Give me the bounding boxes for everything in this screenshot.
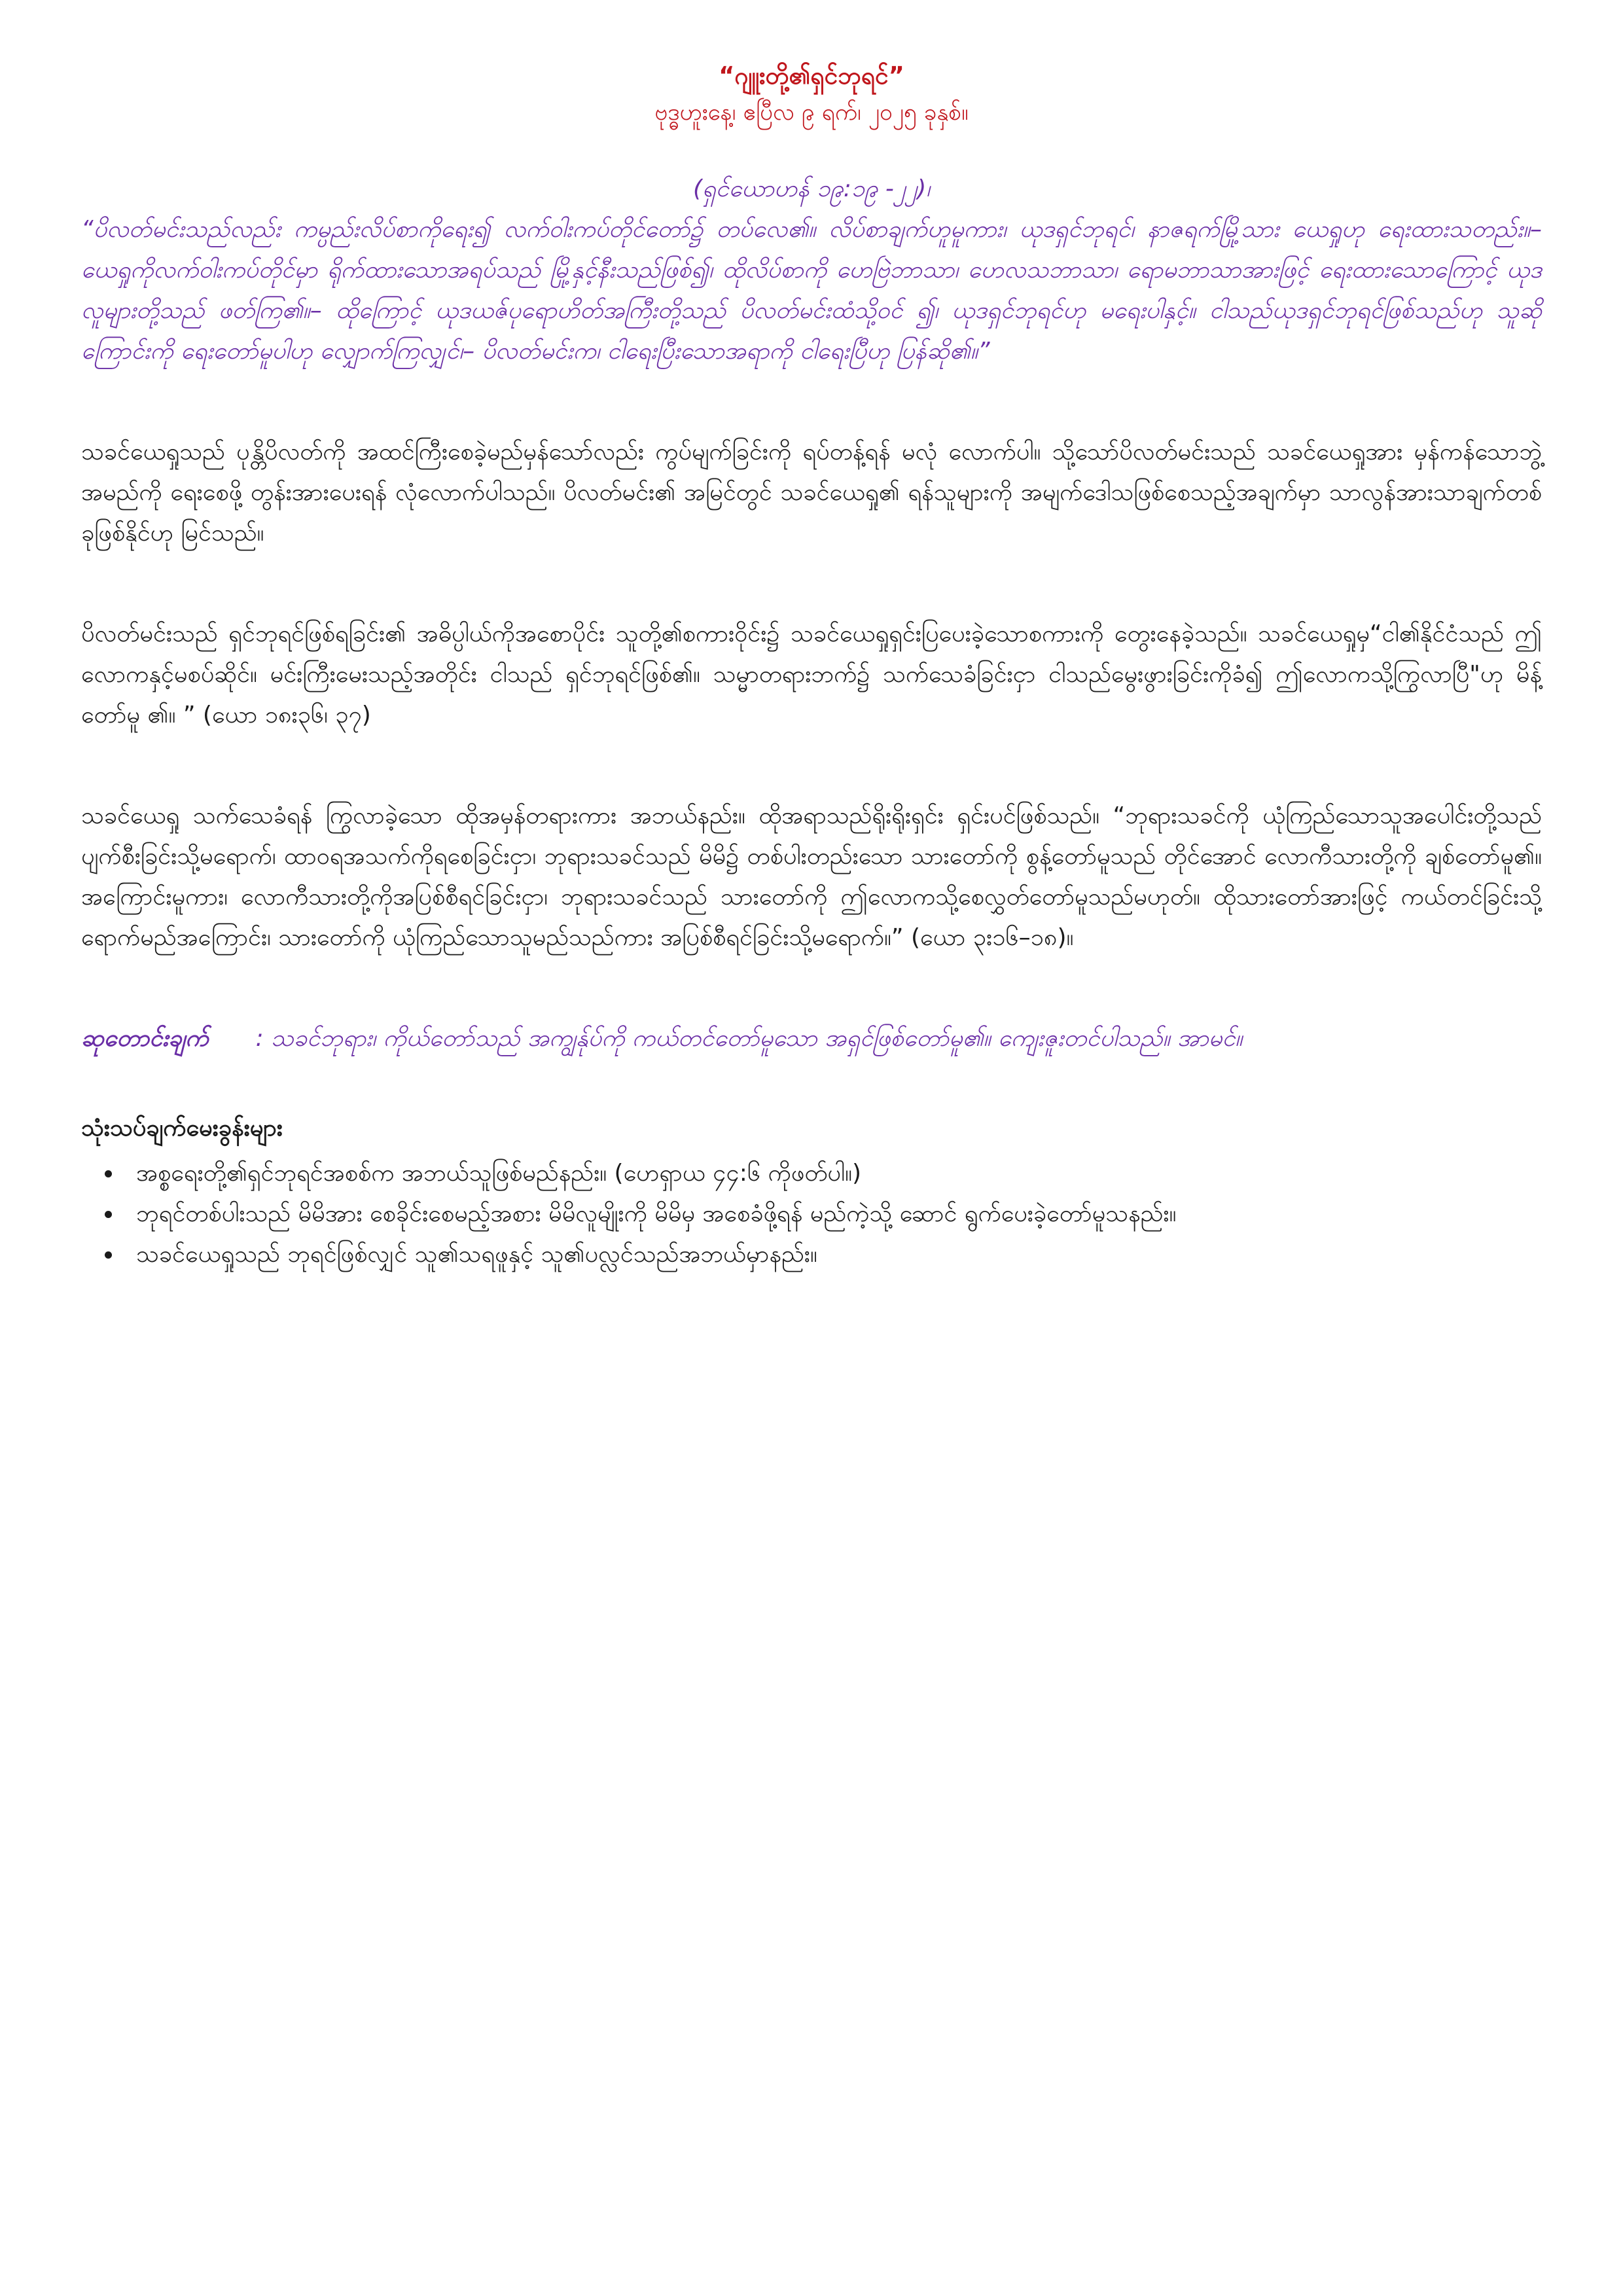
devotion-title: “ဂျူးတို့၏ရှင်ဘုရင်” <box>719 62 904 90</box>
question-text: အစ္စရေးတို့၏ရှင်ဘုရင်အစစ်က အဘယ်သူဖြစ်မည်နည်း။ (ဟေရှာယ ၄၄:၆ ကိုဖတ်ပါ။) <box>136 1160 862 1187</box>
bullet-icon <box>105 1211 112 1218</box>
devotion-date: ဗုဒ္ဓဟူးနေ့၊ ဧပြီလ ၉ ရက်၊ ၂၀၂၅ ခုနှစ်။ <box>654 99 969 126</box>
prayer-block <box>81 1018 1542 1059</box>
question-text: ဘုရင်တစ်ပါးသည် မိမိအား စေခိုင်းစေမည့်အစား မိမိလူမျိုးကို မိမိမှ အစေခံဖို့ရန် မည်ကဲ့သို့ ဆောင် ရွက်ပေးခဲ့တော်မူသနည်း။ <box>136 1200 1177 1227</box>
scripture-text: “ပိလတ်မင်းသည်လည်း ကမ္ပည်းလိပ်စာကိုရေး၍ လက်ဝါးကပ်တိုင်တော်၌ တပ်လေ၏။ လိပ်စာချက်ဟူမူကား၊ ယုဒရှင်ဘုရင်၊ နာဇရက်မြို့သား ယေရှုဟု ရေးထားသတည်း။– ယေရှုကိုလက်ဝါးကပ်တိုင်မှာ ရိုက်ထားသောအရပ်သည် မြို့နှင့်နီးသည်ဖြစ်၍၊ ထိုလိပ်စာကို ဟေဗြဲဘာသာ၊ ဟေလသဘာသာ၊ ရောမဘာသာအားဖြင့် ရေးထားသောကြောင့် ယုဒလူများတို့သည် ဖတ်ကြ၏။– ထိုကြောင့် ယုဒယဇ်ပုရောဟိတ်အကြီးတို့သည် ပိလတ်မင်းထံသို့ဝင် ၍၊ ယုဒရှင်ဘုရင်ဟု မရေးပါနှင့်။ ငါသည်ယုဒရှင်ဘုရင်ဖြစ်သည်ဟု သူဆိုကြောင်းကို ရေးတော်မူပါဟု လျှောက်ကြလျှင်၊– ပိလတ်မင်းက၊ ငါရေးပြီးသောအရာကို ငါရေးပြီဟု ပြန်ဆို၏။” <box>81 216 1542 365</box>
bullet-icon <box>105 1251 112 1259</box>
scripture-block <box>81 169 1542 372</box>
list-item <box>81 1234 1542 1275</box>
list-item <box>81 1194 1542 1234</box>
body-paragraph-2: ပိလတ်မင်းသည် ရှင်ဘုရင်ဖြစ်ရခြင်း၏ အဓိပ္ပါယ်ကိုအစောပိုင်း သူတို့၏စကားဝိုင်း၌ သခင်ယေရှုရှင်းပြပေးခဲ့သောစကားကို တွေးနေခဲ့သည်။ သခင်ယေရှုမှ“ငါ၏နိုင်ငံသည် ဤလောကနှင့်မစပ်ဆိုင်။ မင်းကြီးမေးသည့်အတိုင်း ငါသည် ရှင်ဘုရင်ဖြစ်၏။ သမ္မာတရားဘက်၌ သက်သေခံခြင်းငှာ ငါသည်မွေးဖွားခြင်းကိုခံ၍ ဤလောကသို့ကြွလာပြီ"ဟု မိန့်တော်မူ ၏။ ” (ယော ၁၈း၃၆၊ ၃၇) <box>81 620 1542 728</box>
prayer-text: : သခင်ဘုရား၊ ကိုယ်တော်သည် အကျွန်ုပ်ကို ကယ်တင်တော်မူသော အရှင်ဖြစ်တော်မူ၏။ ကျေးဇူးတင်ပါသည်။ အာမင်။ <box>255 1025 1243 1052</box>
bullet-icon <box>105 1170 112 1177</box>
reflection-questions-heading: သုံးသပ်ချက်မေးခွန်းများ <box>81 1115 283 1141</box>
document-content <box>81 58 1542 1275</box>
body-paragraph-3: သခင်ယေရှု သက်သေခံရန် ကြွလာခဲ့သော ထိုအမှန်တရားကား အဘယ်နည်း။ ထိုအရာသည်ရိုးရိုးရှင်း ရှင်းပင်ဖြစ်သည်။ “ဘုရားသခင်ကို ယုံကြည်သောသူအပေါင်းတို့သည် ပျက်စီးခြင်းသို့မရောက်၊ ထာဝရအသက်ကိုရစေခြင်းငှာ၊ ဘုရားသခင်သည် မိမိ၌ တစ်ပါးတည်းသော သားတော်ကို စွန့်တော်မူသည် တိုင်အောင် လောကီသားတို့ကို ချစ်တော်မူ၏။ အကြောင်းမူကား၊ လောကီသားတို့ကိုအပြစ်စီရင်ခြင်းငှာ၊ ဘုရားသခင်သည် သားတော်ကို ဤလောကသို့စေလွှတ်တော်မူသည်မဟုတ်။ ထိုသားတော်အားဖြင့် ကယ်တင်ခြင်းသို့ရောက်မည်အကြောင်း၊ သားတော်ကို ယုံကြည်သောသူမည်သည်ကား အပြစ်စီရင်ခြင်းသို့မရောက်။” (ယော ၃း၁၆–၁၈)။ <box>81 802 1542 951</box>
scripture-reference: (ရှင်ယောဟန် ၁၉:၁၉ -၂၂)၊ <box>693 175 930 202</box>
list-item <box>81 1153 1542 1194</box>
body-paragraph-1: သခင်ယေရှုသည် ပုန္တိပိလတ်ကို အထင်ကြီးစေခဲ့မည်မှန်သော်လည်း ကွပ်မျက်ခြင်းကို ရပ်တန့်ရန် မလုံ လောက်ပါ။ သို့သော်ပိလတ်မင်းသည် သခင်ယေရှုအား မှန်ကန်သောဘွဲ့အမည်ကို ရေးစေဖို့ တွန်းအားပေးရန် လုံလောက်ပါသည်။ ပိလတ်မင်း၏ အမြင်တွင် သခင်ယေရှု၏ ရန်သူများကို အမျက်ဒေါသဖြစ်စေသည့်အချက်မှာ သာလွန်အားသာချက်တစ်ခုဖြစ်နိုင်ဟု မြင်သည်။ <box>81 439 1542 547</box>
reflection-questions-list <box>81 1153 1542 1275</box>
question-text: သခင်ယေရှုသည် ဘုရင်ဖြစ်လျှင် သူ၏သရဖူနှင့် သူ၏ပလ္လင်သည်အဘယ်မှာနည်း။ <box>136 1241 817 1268</box>
prayer-label: ဆုတောင်းချက် <box>81 1025 209 1052</box>
